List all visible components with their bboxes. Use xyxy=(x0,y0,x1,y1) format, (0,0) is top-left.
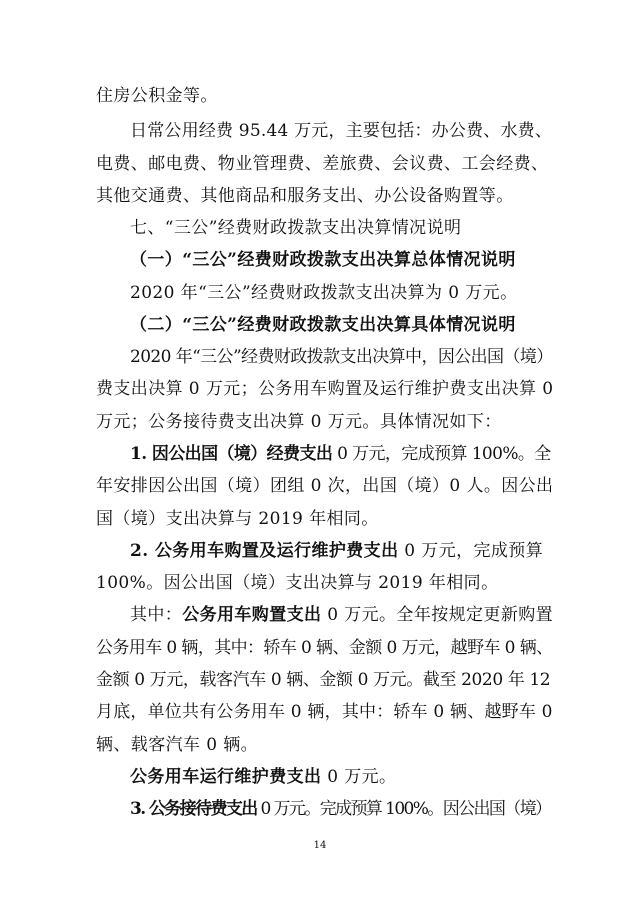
paragraph-line xyxy=(130,603,556,627)
paragraph-line: 万元；公务接待费支出决算 0 万元。具体情况如下： xyxy=(96,412,502,432)
page-number: 14 xyxy=(313,840,327,851)
paragraph-line: 金额 0 万元，载客汽车 0 辆、金额 0 万元。截至 2020 年 12 xyxy=(96,670,551,690)
paragraph-line: 100%。因公出国（境）支出决算与 2019 年相同。 xyxy=(96,573,499,593)
item-heading: 公务用车运行维护费支出 xyxy=(130,767,322,787)
paragraph-line: 月底，单位共有公务用车 0 辆，其中：轿车 0 辆、越野车 0 xyxy=(96,702,553,722)
subsection-heading: （一）“三公”经费财政拨款支出决算总体情况说明 xyxy=(130,250,516,270)
paragraph-line: 公务用车 0 辆，其中：轿车 0 辆、金额 0 万元，越野车 0 辆、 xyxy=(96,638,553,658)
paragraph-line: 日常公用经费 95.44 万元，主要包括：办公费、水费、 xyxy=(130,121,553,141)
paragraph-line: 住房公积金等。 xyxy=(96,86,218,106)
paragraph-line xyxy=(130,765,556,789)
item-heading: 2. 公务用车购置及运行维护费支出 xyxy=(130,541,399,561)
item-text: 0 万元，完成预算 xyxy=(398,541,544,561)
item-heading: 3. 公务接待费支出 xyxy=(130,799,257,819)
subsection-heading: （二）“三公”经费财政拨款支出决算具体情况说明 xyxy=(130,315,516,335)
item-heading: 公务用车购置支出 xyxy=(182,605,322,625)
paragraph-line xyxy=(130,797,556,821)
item-text: 0 万元。完成预算 100%。因公出国（境） xyxy=(256,799,551,819)
paragraph-line xyxy=(130,442,556,466)
paragraph-line: 国（境）支出决算与 2019 年相同。 xyxy=(96,509,379,529)
paragraph-line: 费支出决算 0 万元；公务用车购置及运行维护费支出决算 0 xyxy=(96,379,554,399)
item-text: 0 万元。全年按规定更新购置 xyxy=(321,605,554,625)
paragraph-line: 电费、邮电费、物业管理费、差旅费、会议费、工会经费、 xyxy=(96,154,549,174)
paragraph-line: 2020 年“三公”经费财政拨款支出决算中，因公出国（境） xyxy=(130,347,553,367)
paragraph-line: 辆、载客汽车 0 辆。 xyxy=(96,735,259,755)
paragraph-line xyxy=(130,539,556,563)
paragraph-line: 2020 年“三公”经费财政拨款支出决算为 0 万元。 xyxy=(130,283,518,303)
item-heading: 1. 因公出国（境）经费支出 xyxy=(130,444,333,464)
section-heading: 七、“三公”经费财政拨款支出决算情况说明 xyxy=(130,218,462,238)
paragraph-line: 其他交通费、其他商品和服务支出、办公设备购置等。 xyxy=(96,186,514,206)
item-text: 0 万元。 xyxy=(321,767,397,787)
item-prefix: 其中： xyxy=(130,605,183,625)
paragraph-line: 年安排因公出国（境）团组 0 次，出国（境）0 人。因公出 xyxy=(96,476,554,496)
item-text: 0 万元，完成预算 100%。全 xyxy=(332,444,551,464)
